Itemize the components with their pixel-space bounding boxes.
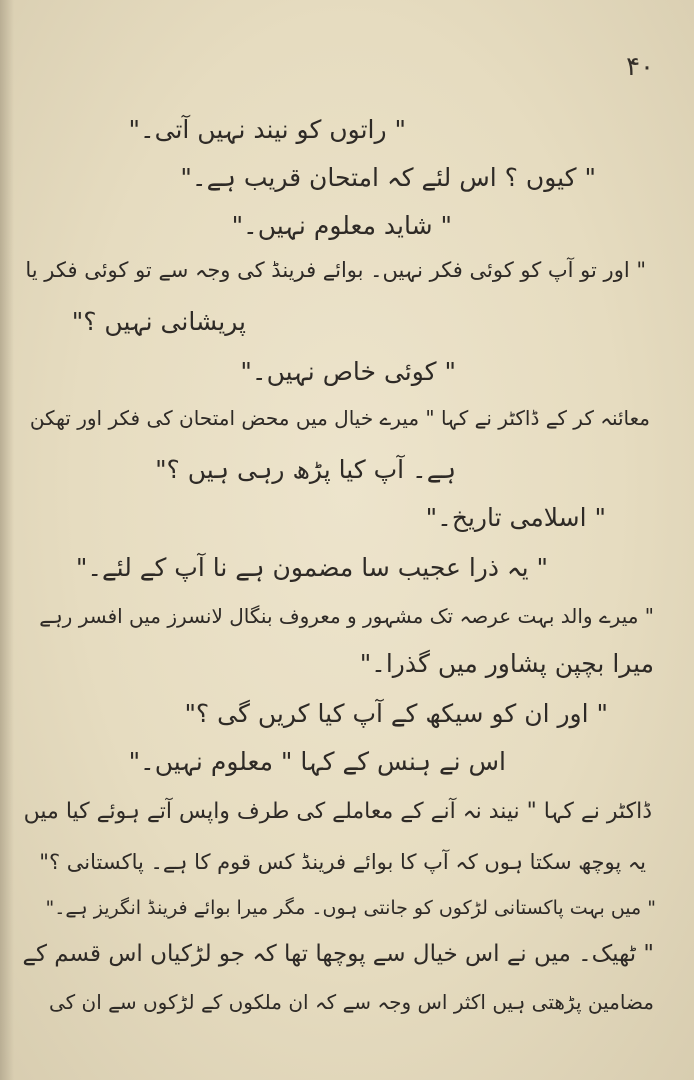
text-line: " اور تو آپ کو کوئی فکر نہیں۔ بوائے فرینڈ کی وجہ سے تو کوئی فکر یا <box>25 258 646 282</box>
text-line: " کیوں ؟ اس لئے کہ امتحان قریب ہے۔" <box>180 163 596 192</box>
text-line: اس نے ہنس کے کہا " معلوم نہیں۔" <box>128 747 506 776</box>
text-line: " شاید معلوم نہیں۔" <box>231 211 452 240</box>
text-line: مضامین پڑھتی ہیں اکثر اس وجہ سے کہ ان ملکوں کے لڑکوں سے ان کی <box>49 990 654 1014</box>
text-line: یہ پوچھ سکتا ہوں کہ آپ کا بوائے فرینڈ کس قوم کا ہے۔ پاکستانی ؟" <box>39 850 646 874</box>
text-line: " میرے والد بہت عرصہ تک مشہور و معروف بنگال لانسرز میں افسر رہے <box>39 604 654 628</box>
text-line: " یہ ذرا عجیب سا مضمون ہے نا آپ کے لئے۔" <box>75 553 548 582</box>
text-line: پریشانی نہیں ؟" <box>71 307 246 336</box>
text-line: ڈاکٹر نے کہا " نیند نہ آنے کے معاملے کی طرف واپس آتے ہوئے کیا میں <box>23 799 652 824</box>
text-line: " اور ان کو سیکھ کے آپ کیا کریں گی ؟" <box>184 699 608 728</box>
text-line: میرا بچپن پشاور میں گذرا۔" <box>359 649 654 678</box>
text-line: " اسلامی تاریخ۔" <box>425 503 606 532</box>
text-line: ہے۔ آپ کیا پڑھ رہی ہیں ؟" <box>155 455 456 484</box>
text-line: معائنہ کر کے ڈاکٹر نے کہا " میرے خیال میں محض امتحان کی فکر اور تھکن <box>29 406 650 430</box>
text-line: " راتوں کو نیند نہیں آتی۔" <box>128 115 406 144</box>
text-line: " میں بہت پاکستانی لڑکوں کو جانتی ہوں۔ مگر میرا بوائے فرینڈ انگریز ہے۔" <box>45 897 656 919</box>
text-line: " کوئی خاص نہیں۔" <box>240 357 456 386</box>
text-line: " ٹھیک۔ میں نے اس خیال سے پوچھا تھا کہ جو لڑکیاں اس قسم کے <box>22 941 654 967</box>
page-number: ۴۰ <box>626 52 654 82</box>
